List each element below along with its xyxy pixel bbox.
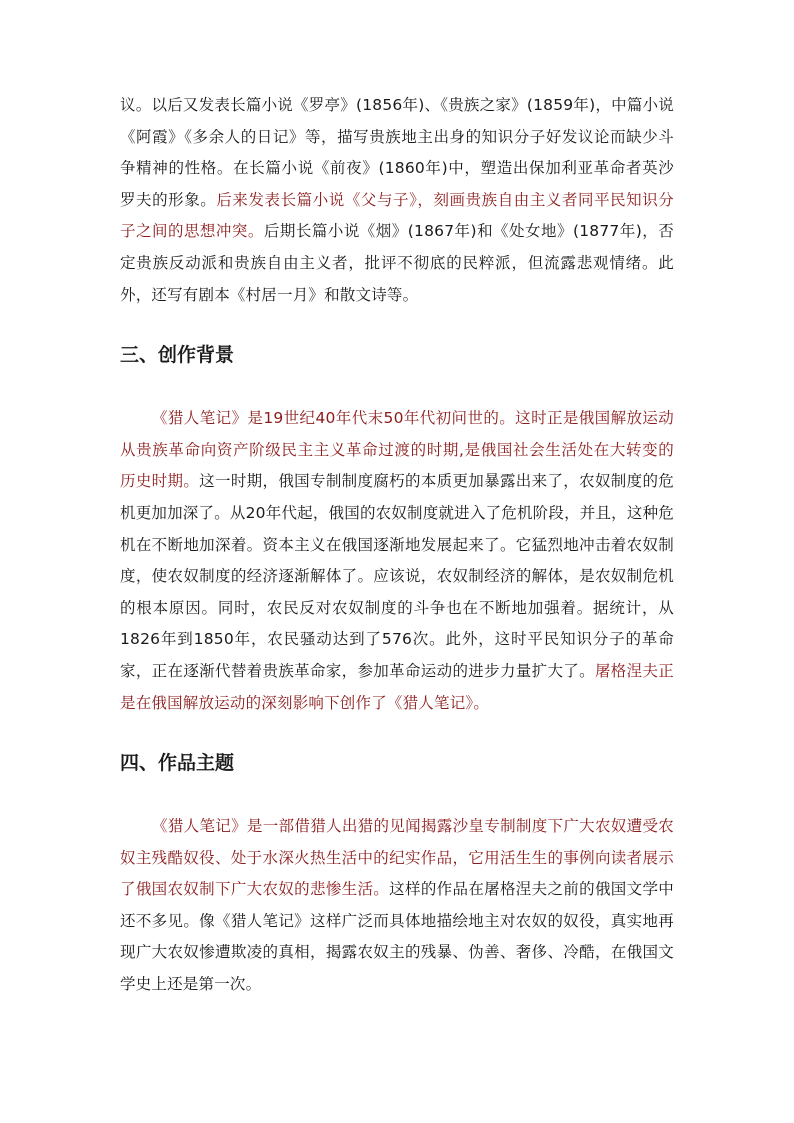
background-paragraph xyxy=(120,403,674,719)
theme-text-2: 这样的作品在屠格涅夫之前的俄国文学中还不多见。像《猎人笔记》这样广泛而具体地描绘地主对农奴的奴役，真实地再现广大农奴惨遭欺凌的真相，揭露农奴主的残暴、伪善、奢侈、冷酷，在俄国文学史上还是第一次。 xyxy=(120,880,674,994)
theme-paragraph xyxy=(120,811,674,1001)
section-heading-background: 三、创作背景 xyxy=(120,344,235,367)
intro-paragraph xyxy=(120,90,674,311)
intro-text-3: 后期长篇小说《烟》(1867年)和《处女地》(1877年)，否定贵族反动派和贵族自由主义者，批评不彻底的民粹派，但流露悲观情绪。此外，还写有剧本《村居一月》和散文诗等。 xyxy=(120,222,674,304)
background-text-3: 屠格涅夫正是在俄国解放运动的深刻影响下创作了《猎人笔记》。 xyxy=(120,661,674,712)
section-heading-theme: 四、作品主题 xyxy=(120,752,235,775)
background-text-1: 《猎人笔记》是19世纪40年代末50年代初问世的。这时正是俄国解放运动从贵族革命向资产阶级民主主义革命过渡的时期,是俄国社会生活处在大转变的历史时期。 xyxy=(120,409,674,491)
background-text-2: 这一时期，俄国专制制度腐朽的本质更加暴露出来了，农奴制度的危机更加加深了。从20年代起，俄国的农奴制度就进入了危机阶段，并且，这种危机在不断地加深着。资本主义在俄国逐渐地发展起来了。它猛烈地冲击着农奴制度，使农奴制度的经济逐渐解体了。应该说，农奴制经济的解体，是农奴制危机的根本原因。同时，农民反对农奴制度的斗争也在不断地加强着。据统计，从1826年到1850年，农民骚动达到了576次。此外，这时平民知识分子的革命家，正在逐渐代替着贵族革命家，参加革命运动的进步力量扩大了。 xyxy=(120,472,674,680)
intro-text-1: 议。以后又发表长篇小说《罗亭》(1856年)、《贵族之家》(1859年)，中篇小说《阿霞》《多余人的日记》等，描写贵族地主出身的知识分子好发议论而缺少斗争精神的性格。在长篇小说《前夜》(1860年)中，塑造出保加利亚革命者英沙罗夫的形象。 xyxy=(120,96,674,209)
theme-text-1: 《猎人笔记》是一部借猎人出猎的见闻揭露沙皇专制制度下广大农奴遭受农奴主残酷奴役、处于水深火热生活中的纪实作品，它用活生生的事例向读者展示了俄国农奴制下广大农奴的悲惨生活。 xyxy=(120,817,674,899)
intro-text-2: 后来发表长篇小说《父与子》，刻画贵族自由主义者同平民知识分子之间的思想冲突。 xyxy=(120,190,675,241)
